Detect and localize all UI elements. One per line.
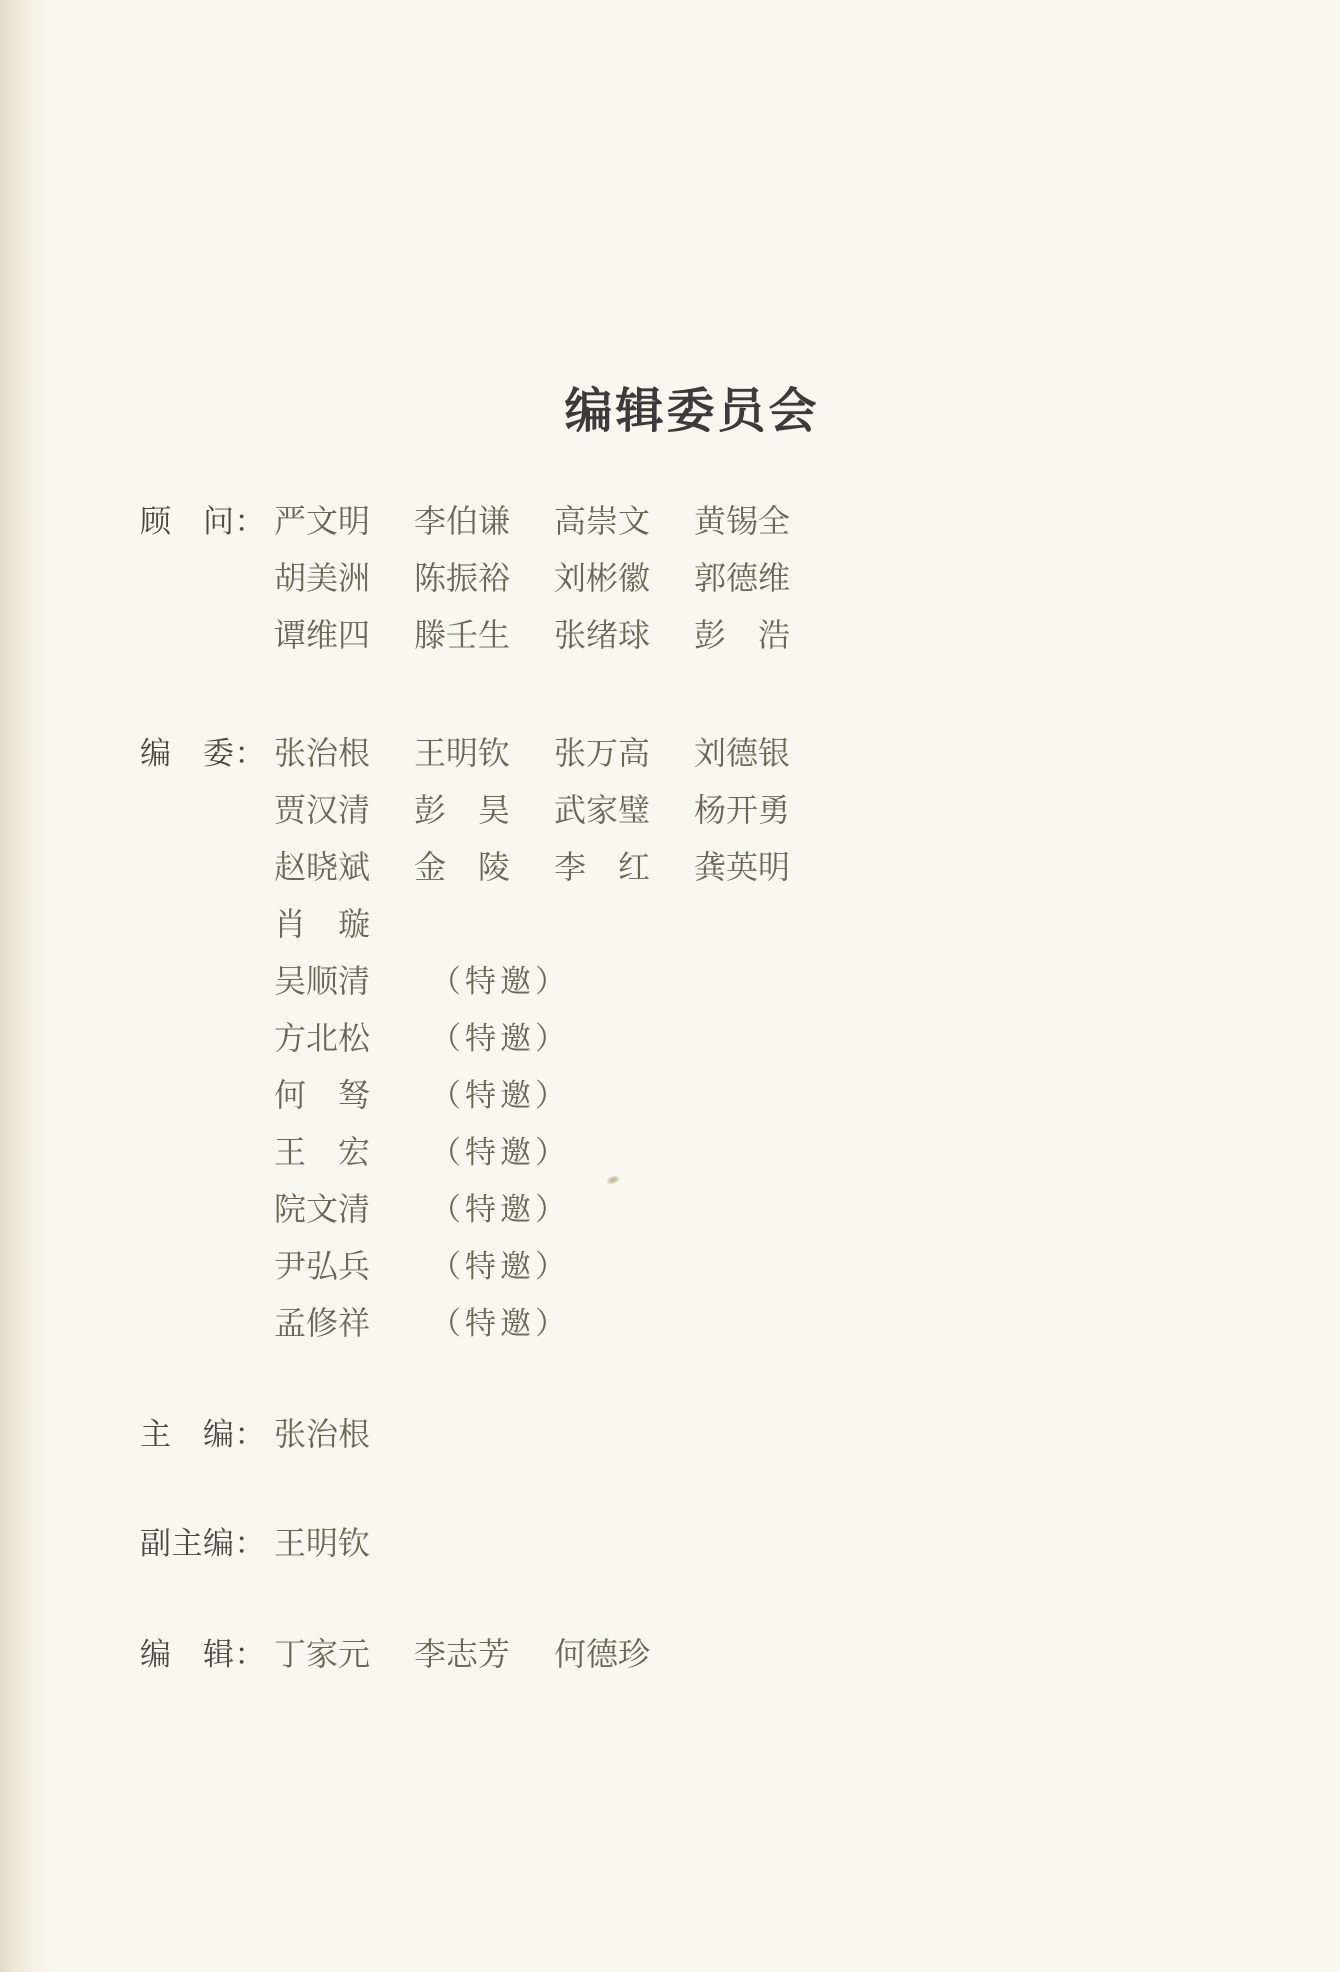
section-label: 编 委：	[140, 736, 266, 771]
committee-section	[140, 493, 792, 664]
invited-note: （特邀）	[430, 1249, 570, 1284]
member-name: 何 驽	[274, 1077, 371, 1113]
name-row	[274, 1515, 372, 1572]
committee-section	[140, 725, 792, 1352]
name-row	[274, 839, 792, 896]
name-row	[274, 493, 792, 550]
name-row	[274, 725, 792, 782]
member-name: 王明钦	[274, 1525, 371, 1561]
page-gutter-shading	[0, 0, 52, 1972]
member-name: 武家璧	[554, 792, 651, 828]
member-name: 张治根	[274, 1416, 371, 1452]
member-name: 金 陵	[414, 849, 511, 885]
name-row	[274, 953, 792, 1010]
member-name: 张万高	[554, 735, 651, 771]
name-row	[274, 1238, 792, 1295]
member-name: 滕壬生	[414, 617, 511, 653]
member-name: 彭 昊	[414, 792, 511, 828]
name-row	[274, 896, 792, 953]
member-name: 张绪球	[554, 617, 651, 653]
section-label: 主 编：	[140, 1417, 266, 1452]
name-row	[274, 1067, 792, 1124]
invited-note: （特邀）	[430, 1078, 570, 1113]
section-label: 副主编：	[140, 1526, 266, 1561]
name-row	[274, 1406, 372, 1463]
member-name: 肖 璇	[274, 906, 371, 942]
section-name-rows	[274, 1406, 372, 1463]
member-name: 王 宏	[274, 1134, 371, 1170]
member-name: 尹弘兵	[274, 1248, 371, 1284]
member-name: 李 红	[554, 849, 651, 885]
name-row	[274, 782, 792, 839]
member-name: 彭 浩	[694, 617, 791, 653]
section-name-rows	[274, 725, 792, 1352]
invited-note: （特邀）	[430, 1192, 570, 1227]
member-name: 高崇文	[554, 503, 651, 539]
member-name: 陈振裕	[414, 560, 511, 596]
invited-note: （特邀）	[430, 964, 570, 999]
member-name: 贾汉清	[274, 792, 371, 828]
member-name: 刘彬徽	[554, 560, 651, 596]
member-name: 何德珍	[554, 1636, 651, 1672]
name-row	[274, 1295, 792, 1352]
committee-section	[140, 1626, 652, 1683]
member-name: 黄锡全	[694, 503, 791, 539]
invited-note: （特邀）	[430, 1135, 570, 1170]
member-name: 孟修祥	[274, 1305, 371, 1341]
member-name: 丁家元	[274, 1636, 371, 1672]
member-name: 院文清	[274, 1191, 371, 1227]
name-row	[274, 1010, 792, 1067]
member-name: 龚英明	[694, 849, 791, 885]
invited-note: （特邀）	[430, 1021, 570, 1056]
section-label: 顾 问：	[140, 504, 266, 539]
member-name: 胡美洲	[274, 560, 371, 596]
section-name-rows	[274, 1626, 652, 1683]
member-name: 刘德银	[694, 735, 791, 771]
section-label: 编 辑：	[140, 1637, 266, 1672]
section-name-rows	[274, 493, 792, 664]
committee-section	[140, 1406, 372, 1463]
member-name: 杨开勇	[694, 792, 791, 828]
section-name-rows	[274, 1515, 372, 1572]
member-name: 郭德维	[694, 560, 791, 596]
member-name: 严文明	[274, 503, 371, 539]
committee-section	[140, 1515, 372, 1572]
member-name: 王明钦	[414, 735, 511, 771]
invited-note: （特邀）	[430, 1306, 570, 1341]
name-row	[274, 550, 792, 607]
member-name: 李志芳	[414, 1636, 511, 1672]
member-name: 吴顺清	[274, 963, 371, 999]
member-name: 张治根	[274, 735, 371, 771]
name-row	[274, 1181, 792, 1238]
member-name: 赵晓斌	[274, 849, 371, 885]
member-name: 谭维四	[274, 617, 371, 653]
name-row	[274, 607, 792, 664]
page-title: 编辑委员会	[564, 385, 820, 438]
member-name: 李伯谦	[414, 503, 511, 539]
member-name: 方北松	[274, 1020, 371, 1056]
name-row	[274, 1124, 792, 1181]
name-row	[274, 1626, 652, 1683]
